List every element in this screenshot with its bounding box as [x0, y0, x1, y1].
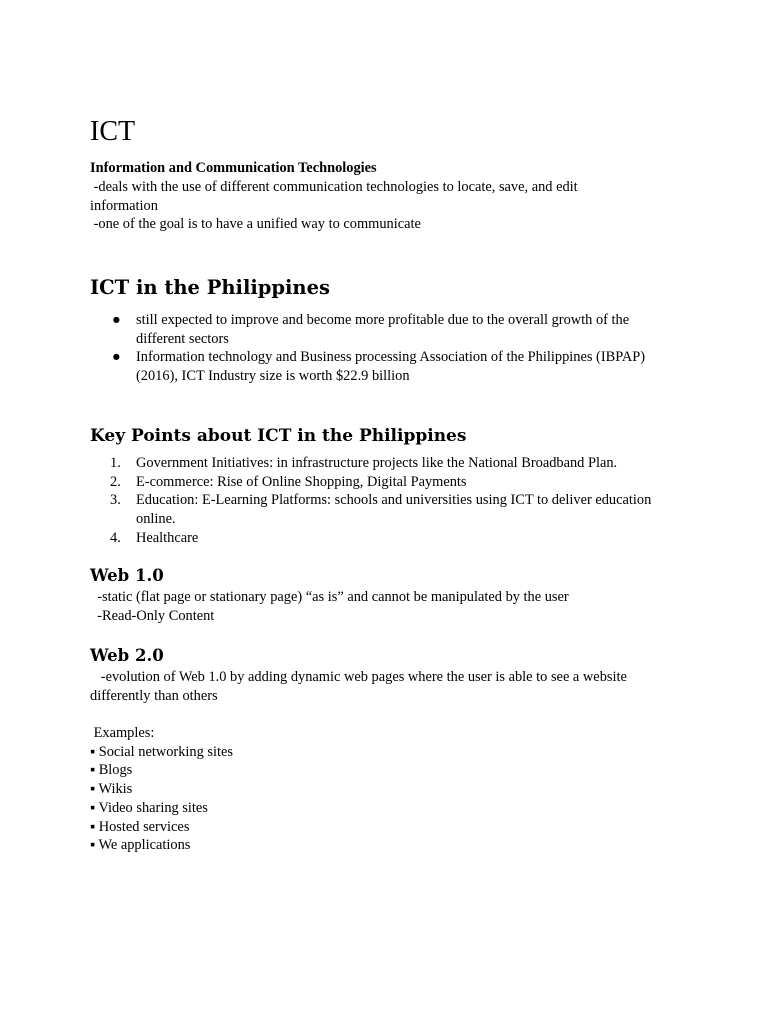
web1-line: -static (flat page or stationary page) “as is” and cannot be manipulated by the user	[90, 589, 569, 605]
list-number: 4.	[110, 529, 121, 546]
list-number: 1.	[110, 455, 121, 471]
example-item: ▪ Social networking sites	[90, 743, 233, 760]
web2-paragraph	[90, 668, 690, 705]
intro-line: -deals with the use of different communication technologies to locate, save, and edit	[90, 179, 578, 195]
list-item	[90, 529, 690, 548]
example-item: ▪ Blogs	[90, 762, 133, 779]
list-item-line: Education: E-Learning Platforms: schools and universities using ICT to deliver education	[136, 492, 652, 509]
web2-line: differently than others	[90, 687, 218, 704]
intro-heading: Information and Communication Technologies	[90, 160, 377, 176]
page-title: ICT	[90, 116, 136, 147]
intro-paragraph	[90, 178, 650, 234]
list-item-line: Government Initiatives: in infrastructure projects like the National Broadband Plan.	[136, 455, 618, 471]
list-item-line: Information technology and Business processing Association of the Philippines (IBPAP)	[136, 349, 646, 366]
list-item	[90, 348, 690, 385]
section-heading-ict-philippines: ICT in the Philippines	[90, 276, 330, 299]
list-number: 2.	[110, 473, 121, 490]
example-item: ▪ Hosted services	[90, 818, 190, 835]
list-item	[90, 311, 690, 348]
list-number: 3.	[110, 492, 121, 509]
examples-label: Examples:	[90, 725, 155, 741]
list-item-line: online.	[136, 511, 176, 528]
intro-line: -one of the goal is to have a unified way to communicate	[90, 216, 421, 233]
web2-examples	[90, 724, 690, 855]
intro-line: information	[90, 197, 158, 214]
list-item-line: E-commerce: Rise of Online Shopping, Digital Payments	[136, 473, 467, 490]
web2-line: -evolution of Web 1.0 by adding dynamic web pages where the user is able to see a website	[90, 669, 627, 685]
list-item	[90, 473, 690, 492]
section-heading-web2: Web 2.0	[90, 646, 164, 665]
web1-line: -Read-Only Content	[90, 607, 215, 624]
web1-paragraph	[90, 588, 690, 625]
list-item	[90, 454, 690, 473]
list-item-line: still expected to improve and become more profitable due to the overall growth of the	[136, 312, 630, 328]
list-item-line: (2016), ICT Industry size is worth $22.9 billion	[136, 368, 410, 385]
bullet-icon: ●	[112, 349, 121, 366]
ict-philippines-bullet-list	[90, 311, 690, 386]
example-item: ▪ Wikis	[90, 781, 133, 798]
example-item: ▪ We applications	[90, 837, 191, 854]
key-points-numbered-list	[90, 454, 690, 548]
bullet-icon: ●	[112, 312, 121, 328]
list-item-line: different sectors	[136, 330, 229, 347]
list-item	[90, 491, 690, 528]
section-heading-key-points: Key Points about ICT in the Philippines	[90, 426, 467, 446]
list-item-line: Healthcare	[136, 529, 199, 546]
section-heading-web1: Web 1.0	[90, 566, 164, 585]
example-item: ▪ Video sharing sites	[90, 799, 208, 816]
